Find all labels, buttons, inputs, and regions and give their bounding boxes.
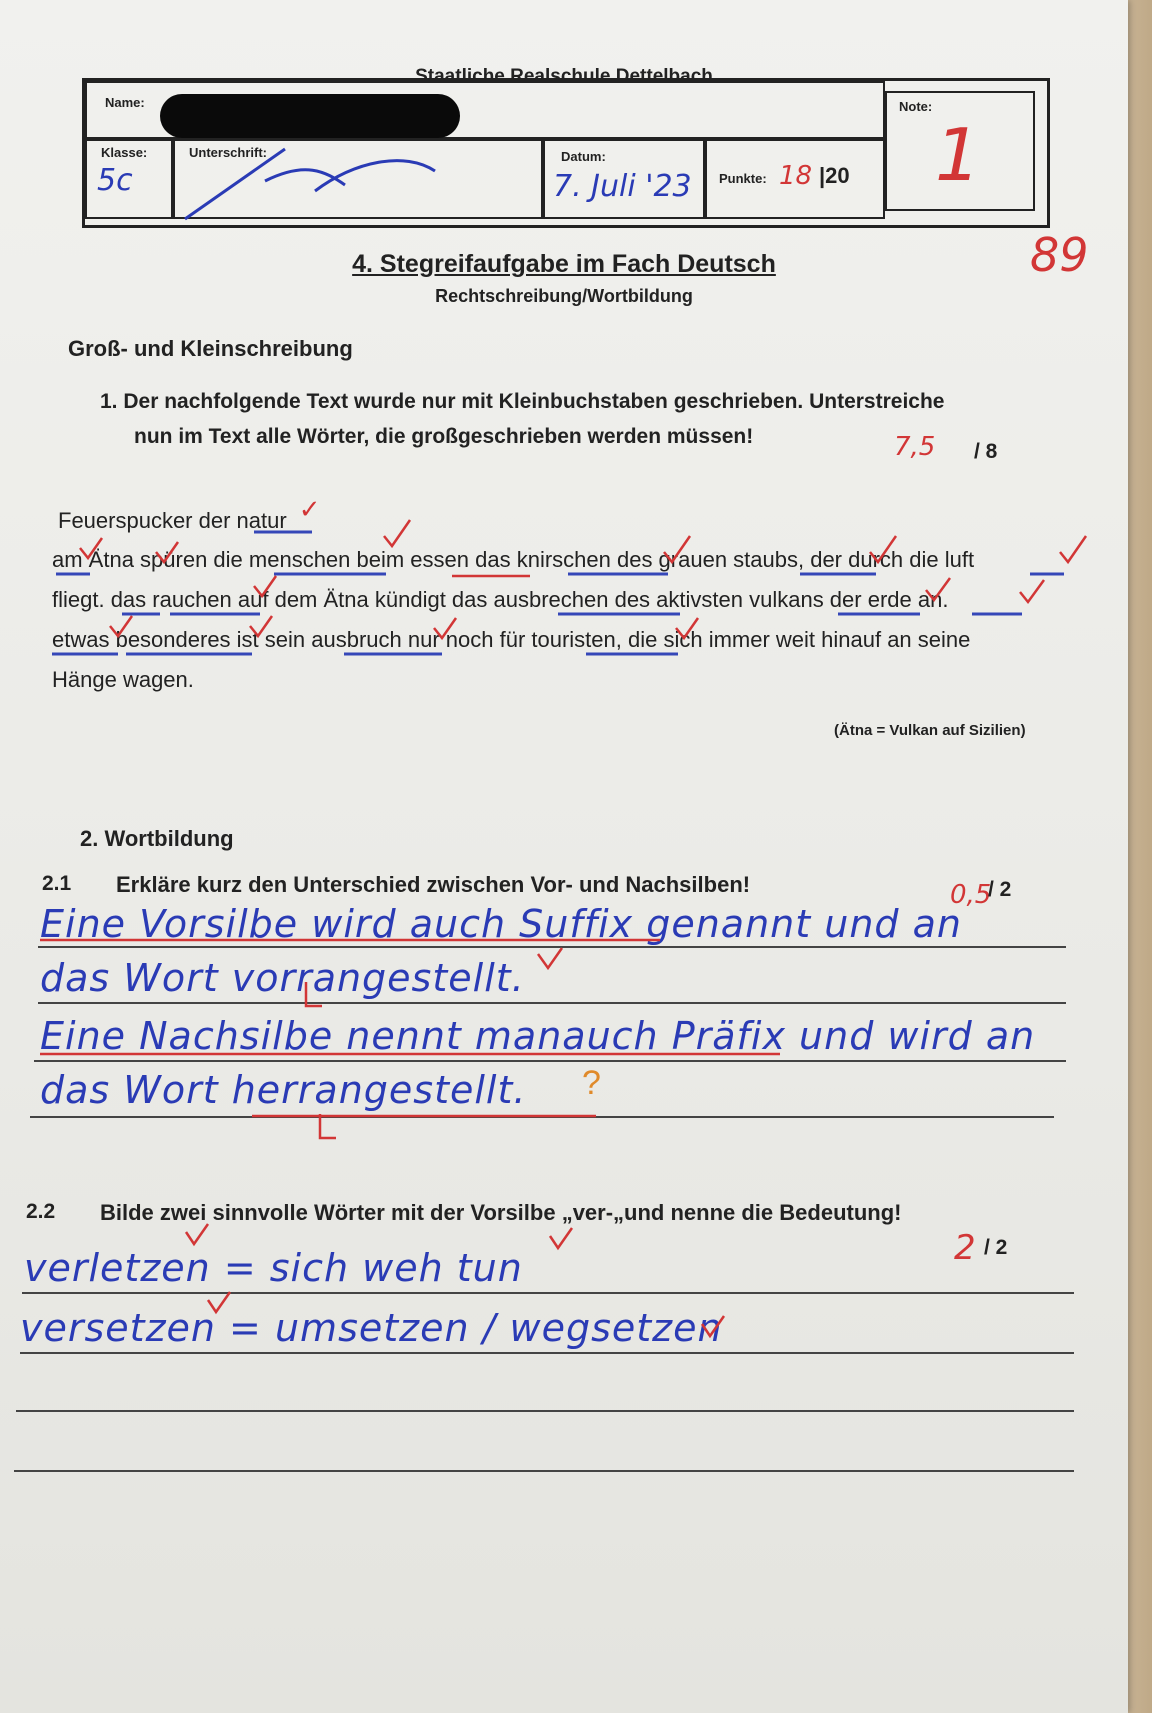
punkte-label: Punkte: <box>719 171 767 186</box>
q21-number: 2.1 <box>42 872 72 895</box>
passage-line: am Ätna spüren die menschen beim essen das knirschen des grauen staubs, der durch die luft <box>52 547 975 572</box>
q21-answer-line: das Wort herrangestellt. <box>40 1068 527 1112</box>
question-mark: ? <box>582 1064 601 1102</box>
punkte-max: |20 <box>819 163 850 188</box>
page-title: 4. Stegreifaufgabe im Fach Deutsch <box>352 250 776 278</box>
task1-line1: 1. Der nachfolgende Text wurde nur mit Kleinbuchstaben geschrieben. Unterstreiche <box>100 390 945 413</box>
note-value: 1 <box>935 113 981 197</box>
task1-max: / 8 <box>974 440 998 463</box>
q22-text: Bilde zwei sinnvolle Wörter mit der Vorsilbe „ver-„und nenne die Bedeutung! <box>100 1200 902 1225</box>
name-label: Name: <box>105 95 145 110</box>
answer-line <box>14 1470 1074 1472</box>
page-subtitle: Rechtschreibung/Wortbildung <box>435 286 693 306</box>
corner-score: 89 <box>1030 228 1089 282</box>
passage-title-text: Feuerspucker der natur <box>58 508 287 533</box>
q21-max: / 2 <box>988 878 1012 901</box>
passage-line: fliegt. das rauchen auf dem Ätna kündigt das ausbrechen des aktivsten vulkans der erde an. <box>52 587 949 612</box>
footnote: (Ätna = Vulkan auf Sizilien) <box>834 722 1026 739</box>
section1-heading: Groß- und Kleinschreibung <box>68 336 353 361</box>
answer-line <box>16 1410 1074 1412</box>
passage-line: Hänge wagen. <box>52 667 194 692</box>
passage-line: etwas besonderes ist sein ausbruch nur noch für touristen, die sich immer weit hinauf an seine <box>52 627 971 652</box>
datum-label: Datum: <box>561 149 606 164</box>
klasse-value: 5c <box>97 163 133 198</box>
school-name: Staatliche Realschule Dettelbach <box>415 66 713 87</box>
check-mark-icon: ✓ <box>298 494 321 524</box>
note-label: Note: <box>899 99 933 114</box>
q21-answer-line: Eine Vorsilbe wird auch Suffix genannt und an <box>40 902 962 946</box>
q22-answer-line: verletzen = sich weh tun <box>24 1246 523 1290</box>
q21-score: 0,5 <box>950 880 992 910</box>
datum-value: 7. Juli '23 <box>553 169 692 204</box>
unterschrift-label: Unterschrift: <box>189 145 268 160</box>
q21-answer-line: das Wort vorrangestellt. <box>40 956 525 1000</box>
task1-line2: nun im Text alle Wörter, die großgeschrieben werden müssen! <box>134 425 754 448</box>
q22-max: / 2 <box>984 1236 1008 1259</box>
q21-answer-line: Eine Nachsilbe nennt manauch Präfix und wird an <box>40 1014 1036 1058</box>
task1-score: 7,5 <box>894 432 936 462</box>
q21-text: Erkläre kurz den Unterschied zwischen Vor- und Nachsilben! <box>116 872 751 897</box>
section2-heading: 2. Wortbildung <box>80 826 234 851</box>
q22-score: 2 <box>954 1228 976 1268</box>
klasse-label: Klasse: <box>101 145 148 160</box>
q22-answer-line: versetzen = umsetzen / wegsetzen <box>20 1306 723 1350</box>
punkte-value: 18 <box>779 161 813 191</box>
q22-number: 2.2 <box>26 1200 56 1223</box>
